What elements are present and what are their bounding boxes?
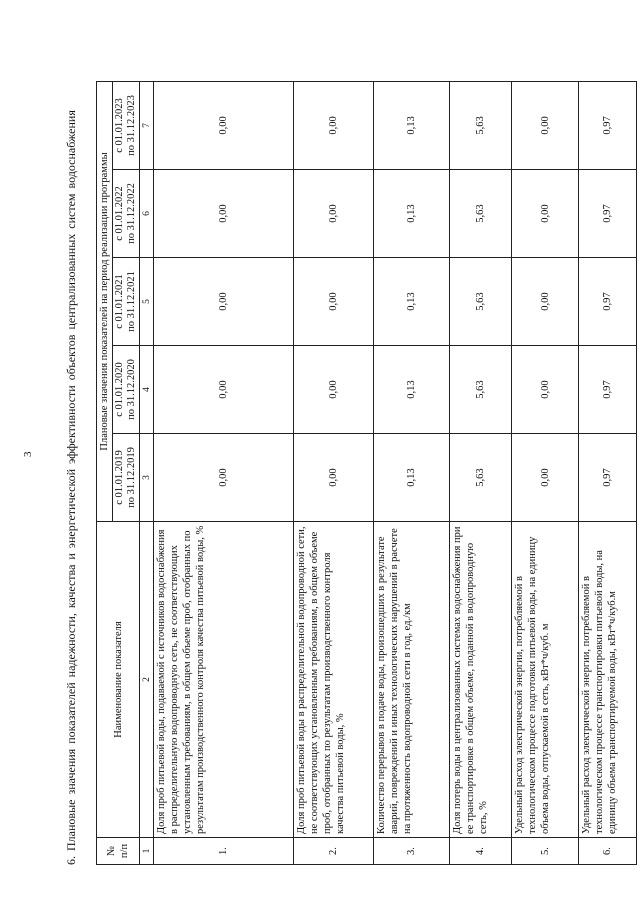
indicator-name: Доля проб питьевой воды в распределительной водопроводной сети, не соответствующих установленным требованиям, в общем объеме проб, отобранных по результатам производственного контроля качества питьевой воды, % (294, 522, 374, 838)
column-index: 3 (140, 434, 154, 522)
indicator-value: 0,00 (154, 170, 294, 258)
indicator-value: 0,00 (294, 346, 374, 434)
indicator-value: 5,63 (450, 81, 512, 169)
column-index: 7 (140, 81, 154, 169)
indicator-name: Удельный расход электрической энергии, потребляемой в технологическом процессе транспортировки питьевой воды, на единицу объема транспортируемой воды, кВт*ч/куб.м (579, 522, 637, 838)
indicator-value: 0,00 (512, 81, 579, 169)
indicators-table (96, 81, 637, 865)
table-row (579, 81, 637, 864)
period-from: с 01.01.2022 (114, 186, 125, 241)
period-from: с 01.01.2023 (114, 98, 125, 153)
indicator-value: 5,63 (450, 170, 512, 258)
row-number: 1. (154, 838, 294, 865)
indicator-value: 0,00 (512, 434, 579, 522)
indicator-value: 0,00 (154, 258, 294, 346)
period-header (113, 170, 140, 258)
col-name-header: Наименование показателя (97, 522, 140, 838)
indicator-value: 0,00 (294, 258, 374, 346)
indicator-value: 0,00 (294, 81, 374, 169)
indicator-value: 0,00 (154, 346, 294, 434)
period-from: с 01.01.2020 (114, 362, 125, 417)
indicator-value: 0,97 (579, 434, 637, 522)
period-to: по 31.12.2022 (126, 183, 137, 244)
table-row (374, 81, 450, 864)
table-row (512, 81, 579, 864)
period-header (113, 81, 140, 169)
indicator-name: Доля проб питьевой воды, подаваемой с источников водоснабжения в распределительную водопроводную сеть, не соответствующих установленным требованиям, в общем объеме проб, отобранных по результатам производственного контроля качества питьевой воды, % (154, 522, 294, 838)
indicator-value: 0,13 (374, 81, 450, 169)
indicator-value: 0,13 (374, 258, 450, 346)
row-number: 4. (450, 838, 512, 865)
indicator-value: 5,63 (450, 258, 512, 346)
column-index: 6 (140, 170, 154, 258)
indicator-value: 0,13 (374, 434, 450, 522)
indicator-value: 0,00 (512, 258, 579, 346)
table-row (154, 81, 294, 864)
indicator-value: 0,97 (579, 258, 637, 346)
table-row (450, 81, 512, 864)
row-number: 6. (579, 838, 637, 865)
indicator-value: 5,63 (450, 346, 512, 434)
indicator-value: 5,63 (450, 434, 512, 522)
row-number: 3. (374, 838, 450, 865)
indicator-name: Количество перерывов в подаче воды, произошедших в результате аварий, повреждений и иных технологических нарушений в расчете на протяженность водопроводной сети в год, ед./км (374, 522, 450, 838)
column-index: 2 (140, 522, 154, 838)
row-number: 2. (294, 838, 374, 865)
indicator-name: Удельный расход электрической энергии, потребляемой в технологическом процессе подготовки питьевой воды, на единицу объема воды, отпускаемой в сеть, кВт*ч/куб. м (512, 522, 579, 838)
indicator-value: 0,00 (294, 434, 374, 522)
page-number: 3 (22, 451, 34, 457)
column-index: 1 (140, 838, 154, 865)
column-index: 5 (140, 258, 154, 346)
col-number-header: № п/п (97, 838, 140, 865)
period-to: по 31.12.2019 (126, 447, 137, 508)
indicator-value: 0,00 (294, 170, 374, 258)
section-heading: 6. Плановые значения показателей надежности, качества и энергетической эффективности объектов централизованных систем водоснабжения (64, 110, 78, 865)
period-from: с 01.01.2021 (114, 274, 125, 329)
indicator-value: 0,00 (512, 170, 579, 258)
period-to: по 31.12.2020 (126, 359, 137, 420)
indicator-value: 0,97 (579, 81, 637, 169)
period-header (113, 346, 140, 434)
indicator-value: 0,97 (579, 346, 637, 434)
table-row (294, 81, 374, 864)
indicator-value: 0,13 (374, 346, 450, 434)
period-header (113, 434, 140, 522)
period-to: по 31.12.2021 (126, 271, 137, 332)
indicator-value: 0,00 (512, 346, 579, 434)
indicator-value: 0,97 (579, 170, 637, 258)
column-index: 4 (140, 346, 154, 434)
row-number: 5. (512, 838, 579, 865)
indicator-value: 0,13 (374, 170, 450, 258)
period-header (113, 258, 140, 346)
period-to: по 31.12.2023 (126, 95, 137, 156)
group-header: Плановые значения показателей на период реализации программы (97, 81, 113, 521)
indicator-name: Доля потерь воды в централизованных системах водоснабжения при ее транспортировке в общем объеме, поданной в водопроводную сеть, % (450, 522, 512, 838)
period-from: с 01.01.2019 (114, 450, 125, 505)
indicator-value: 0,00 (154, 434, 294, 522)
indicator-value: 0,00 (154, 81, 294, 169)
